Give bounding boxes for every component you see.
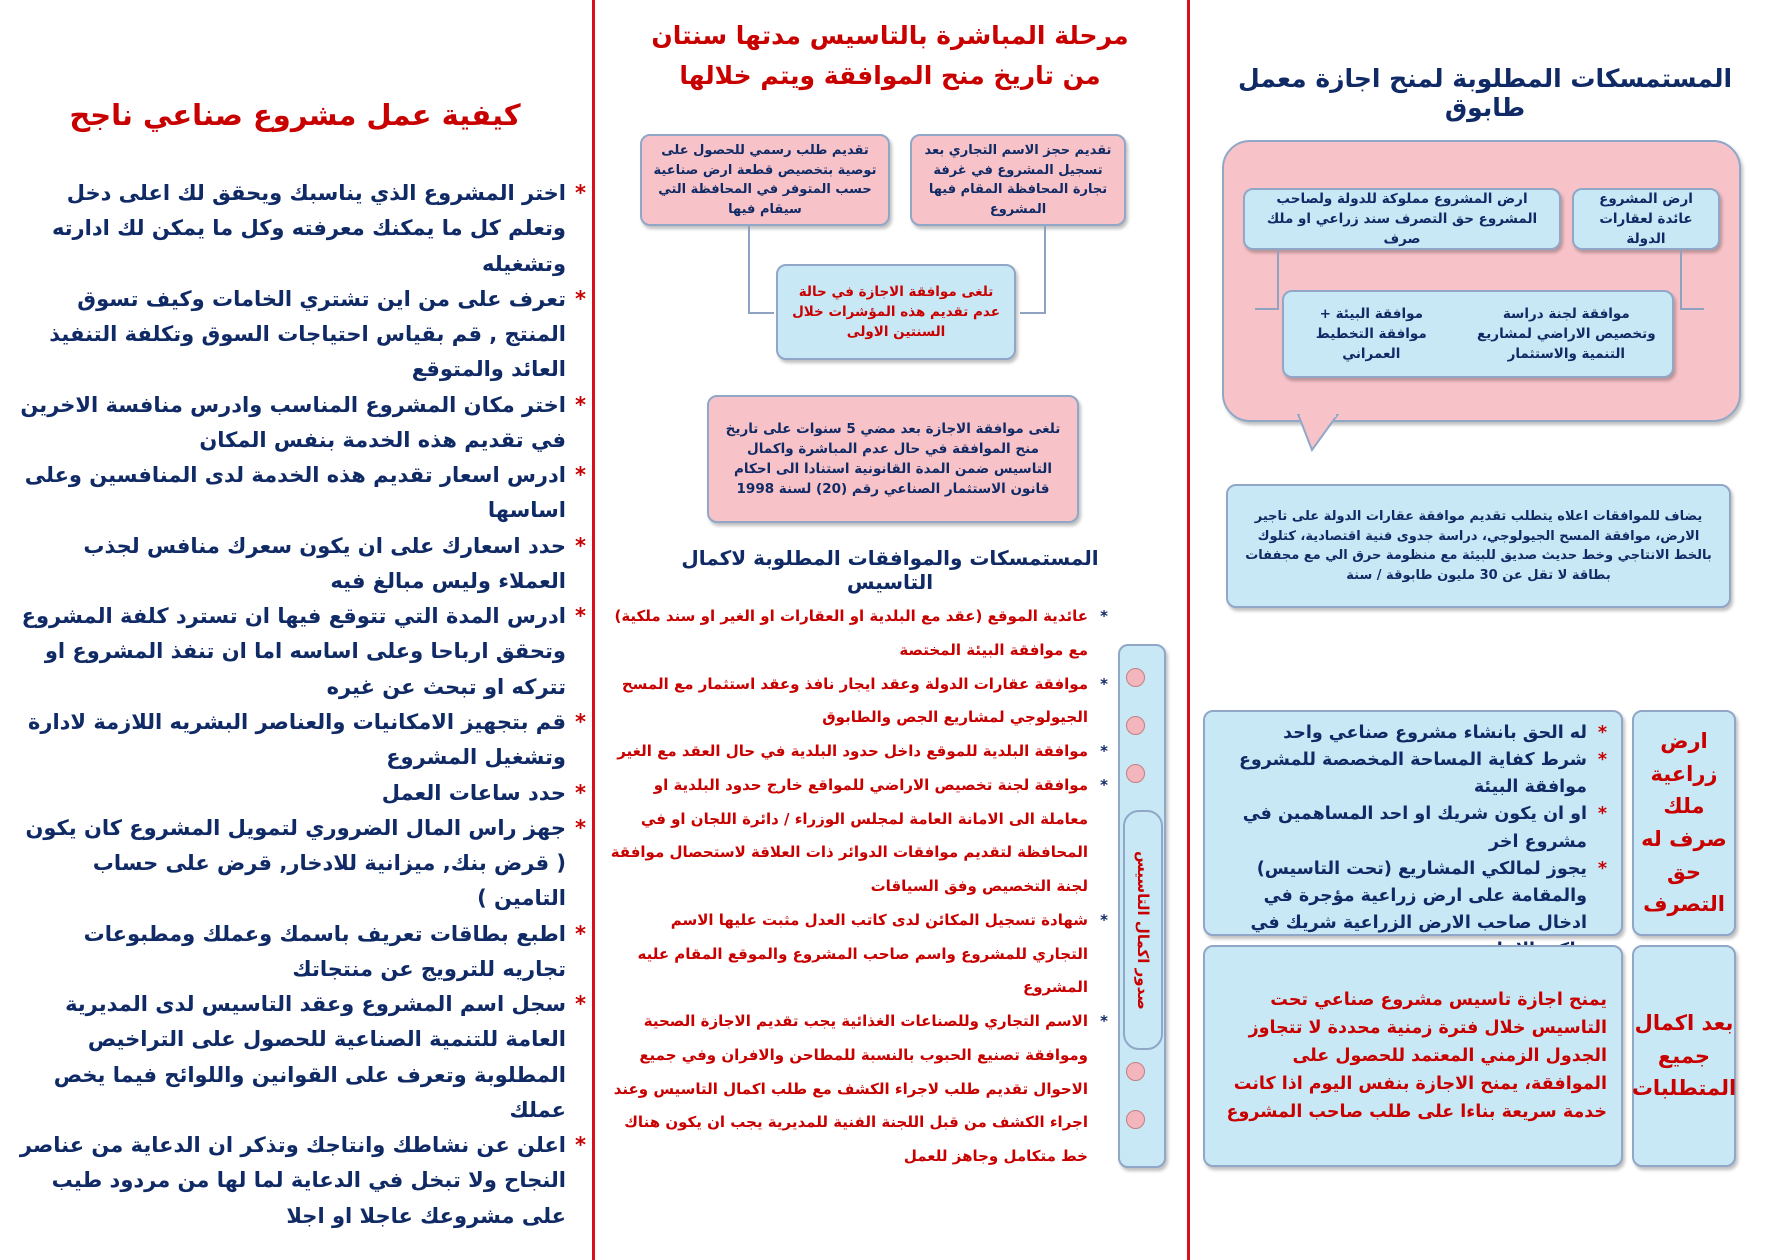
right-column-title: المستمسكات المطلوبة لمنح اجازة معمل طابوق xyxy=(1237,64,1733,122)
list-item: * حدد اسعارك على ان يكون سعرك منافس لجذب العملاء وليس مبالغ فيه xyxy=(83,533,586,593)
list-item: * الاسم التجاري وللصناعات الغذائية يجب تقديم الاجازة الصحية وموافقة تصنيع الحبوب بالنسبة للمطاحن والافران وفي جميع الاحوال تقديم طلب لاجراء الكشف مع طلب اكمال التاسيس وعند اجراء الكشف من قبل اللجنة الفنية للمديرية يجب ان يكون هناك خط متكامل وجاهز للعمل xyxy=(613,1012,1108,1165)
list-item: * اختر مكان المشروع المناسب وادرس منافسة الاخرين في تقديم هذه الخدمة بنفس المكان xyxy=(20,392,586,452)
binder-ring xyxy=(1126,668,1145,687)
environment-approval-text: موافقة البيئة + موافقة التخطيط العمراني xyxy=(1315,305,1427,363)
environment-planning-approval-box xyxy=(1282,290,1674,378)
completion-issuance-text: صدور اكمال التاسيس xyxy=(1134,850,1152,1010)
flow-arrow-right xyxy=(1680,250,1704,310)
list-item: * شرط كفاية المساحة المخصصة للمشروع موافقة البيئة xyxy=(1238,750,1607,798)
list-item: * موافقة البلدية للموقع داخل حدود البلدية في حال العقد مع الغير xyxy=(617,742,1108,760)
binder-ring xyxy=(1126,1062,1145,1081)
column-divider-left xyxy=(592,0,595,1260)
left-column-title: كيفية عمل مشروع صناعي ناجح xyxy=(69,98,521,132)
agricultural-land-label: ارض زراعية ملك صرف له حق التصرف xyxy=(1632,710,1736,936)
middle-column-title: مرحلة المباشرة بالتاسيس مدتها سنتان من تاريخ منح الموافقة ويتم خلالها xyxy=(651,21,1129,90)
list-item: * اعلن عن نشاطك وانتاجك وتذكر ان الدعاية من عناصر النجاح ولا تبخل في الدعاية لما لها من مردود طيب على مشروعك عاجلا او اجلا xyxy=(19,1133,586,1228)
list-item: * موافقة عقارات الدولة وعقد ايجار نافذ وعقد استثمار مع المسح الجيولوجي لمشاريع الجص والطابوق xyxy=(621,674,1108,727)
after-completion-label: بعد اكمال جميع المتطلبات xyxy=(1632,945,1736,1167)
list-item: * جهز راس المال الضروري لتمويل المشروع كان يكون ( قرض بنك, ميزانية للادخار, قرض على حساب التامين ) xyxy=(25,815,586,911)
list-item: * يجوز لمالكي المشاريع (تحت التاسيس) والمقامة على ارض زراعية مؤجرة في ادخال صاحب الارض الزراعية شريك في xyxy=(1250,858,1607,933)
flow-arrow-middle-left xyxy=(748,226,774,314)
list-item: * ادرس المدة التي تتوقع فيها ان تسترد كلفة المشروع وتحقق ارباحا وعلى اساسه اما ان تنفذ المشروع او تتركه او تبحث عن غيره xyxy=(21,604,586,699)
success-tips-list xyxy=(14,176,586,1234)
speech-bubble-tail xyxy=(1296,414,1340,452)
binder-ring xyxy=(1126,764,1145,783)
license-cancel-two-years-box: تلغى موافقة الاجازة في حالة عدم تقديم هذه المؤشرات خلال السنتين الاولى xyxy=(776,264,1016,360)
list-item: * ادرس اسعار تقديم هذه الخدمة لدى المنافسين وعلى اساسها xyxy=(24,463,586,523)
list-item: * قم بتجهيز الامكانيات والعناصر البشريه اللازمة لادارة وتشغيل المشروع xyxy=(27,709,586,770)
binder-ring xyxy=(1126,716,1145,735)
completion-side-label xyxy=(1123,810,1163,1050)
land-committee-approval-text: موافقة لجنة دراسة وتخصيص الاراضي لمشاريع التنمية والاستثمار xyxy=(1477,305,1656,363)
list-item: * اختر المشروع الذي يناسبك ويحقق لك اعلى دخل وتعلم كل ما يمكنك معرفته وكل ما يمكن لك ادارته وتشغيله xyxy=(51,181,586,276)
list-item: * له الحق بانشاء مشروع صناعي واحد xyxy=(1283,723,1607,743)
list-item: * سجل اسم المشروع وعقد التاسيس لدى المديرية العامة للتنمية الصناعية للحصول على التراخيص المطلوبة وتعرف على القوانين واللوائح فيما يخص عملك xyxy=(53,992,586,1122)
state-property-land-box: ارض المشروع عائدة لعقارات الدولة xyxy=(1572,188,1720,250)
list-item: * تعرف على من اين تشتري الخامات وكيف تسوق المنتج , قم بقياس احتياجات السوق وتكلفة التنفيذ العائد والمتوقع xyxy=(49,286,586,382)
list-item: * موافقة لجنة تخصيص الاراضي للمواقع خارج حدود البلدية او معاملة الى الامانة العامة لمجلس الوزراء / دائرة اللجان او في المحافظة لتقديم موافقات الدوائر ذات العلاقة لاستحصال موافقة لجنة التخصيص وفق السياقات xyxy=(610,775,1108,895)
license-cancel-five-years-box: تلغى موافقة الاجازة بعد مضي 5 سنوات على تاريخ منح الموافقة في حال عدم المباشرة واكمال التاسيس ضمن المدة القانونية استنادا الى احكام قانون الاستثمار الصناعي رقم (20) لسنة 1998 xyxy=(707,395,1079,523)
list-item: * عائدية الموقع (عقد مع البلدية او العقارات او الغير او سند ملكية) مع موافقة البيئة المختصة xyxy=(614,607,1108,659)
land-allocation-request-box: تقديم طلب رسمي للحصول على توصية بتخصيص قطعة ارض صناعية حسب المتوفر في المحافظة التي سيقام فيها xyxy=(640,134,890,226)
trade-name-box: تقديم حجز الاسم التجاري بعد تسجيل المشروع في غرفة تجارة المحافظة المقام فيها المشروع xyxy=(910,134,1126,226)
completion-requirements-list xyxy=(610,600,1108,1174)
list-item: * شهادة تسجيل المكائن لدى كاتب العدل مثبت عليها الاسم التجاري للمشروع واسم صاحب المشروع والموقع المقام عليه المشروع xyxy=(637,910,1108,997)
list-item: * اطبع بطاقات تعريف باسمك وعملك ومطبوعات تجاريه للترويج عن منتجاتك xyxy=(83,921,586,981)
binder-ring xyxy=(1126,1110,1145,1129)
requirements-speech-bubble xyxy=(1222,140,1741,422)
agricultural-land-conditions xyxy=(1203,710,1623,936)
completion-documents-title: المستمسكات والموافقات المطلوبة لاكمال التاسيس xyxy=(681,546,1099,594)
additional-requirements-note: يضاف للموافقات اعلاه يتطلب تقديم موافقة عقارات الدولة على تاجير الارض، موافقة المسح الجيولوجي، دراسة جدوى فنية اقتصادية، كتلوك بالخط الانتاجي وخط حديث صديق للبيئة مع منظومة حرق الي مع مجففات بطاقة لا تقل عن 30 مليون طابوقة / سنة xyxy=(1226,484,1731,608)
license-grant-paragraph: يمنح اجازة تاسيس مشروع صناعي تحت التاسيس خلال فترة زمنية محددة لا تتجاوز الجدول الزمني المعتمد للحصول على الموافقة، يمنح الاجازة بنفس اليوم اذا كانت خدمة سريعة بناءا على طلب صاحب المشروع xyxy=(1203,945,1623,1167)
flow-arrow-left xyxy=(1255,250,1279,310)
column-divider-right xyxy=(1187,0,1190,1260)
flow-arrow-middle-right xyxy=(1020,226,1046,314)
list-item: * او ان يكون شريك او احد المساهمين في مشروع اخر xyxy=(1242,804,1607,852)
agricultural-land-list xyxy=(1219,720,1607,964)
state-owned-land-box: ارض المشروع مملوكة للدولة ولصاحب المشروع حق التصرف سند زراعي او ملك صرف xyxy=(1243,188,1561,250)
list-item: * حدد ساعات العمل xyxy=(381,780,586,805)
